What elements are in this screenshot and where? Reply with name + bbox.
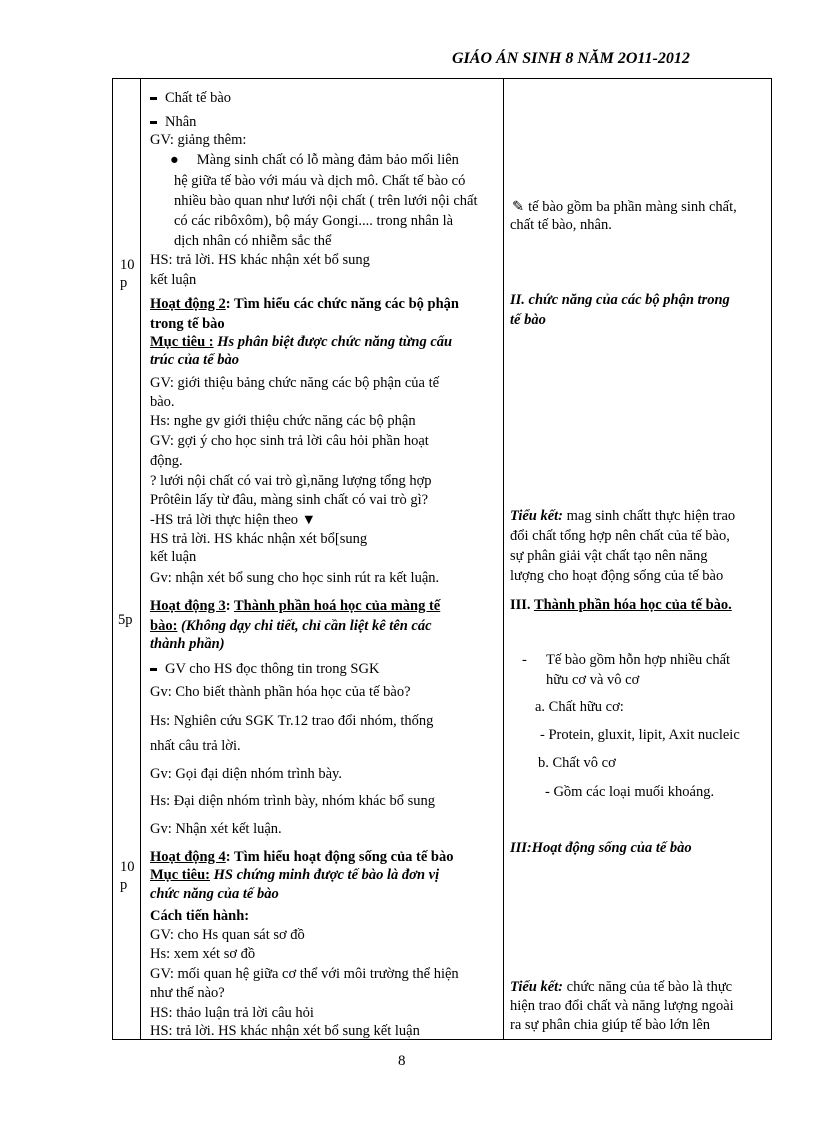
bullet-item: GV cho HS đọc thông tin trong SGK [150,660,379,678]
text-line: Gv: Nhận xét kết luận. [150,821,282,837]
text-line: hữu cơ và vô cơ [546,672,640,688]
activity-heading: Hoạt động 2: Tìm hiểu các chức năng các bộ phận [150,296,459,312]
activity-heading: bào: (Không dạy chi tiết, chỉ cần liệt kê tên các [150,618,432,634]
dash-bullet-icon [150,121,157,124]
activity-heading: trong tế bào [150,316,225,332]
text-line: hệ giữa tế bào với máu và dịch mô. Chất tế bào có [174,173,466,189]
bullet-item: Nhân [150,113,196,131]
text-line: kết luận [150,272,197,288]
text-line: - Protein, gluxit, lipit, Axit nucleic [540,727,740,743]
objective-line: trúc của tế bào [150,352,240,368]
bullet-item: ● Màng sinh chất có lỗ màng đảm bảo mối liên [170,152,459,168]
text-line: Hs: Đại diện nhóm trình bày, nhóm khác bổ sung [150,793,435,809]
bullet-item: Chất tế bào [150,89,231,107]
text-line: dịch nhân có nhiễm sắc thể [174,233,332,249]
hand-pointer-icon: ✎ [512,199,525,215]
text-line: kết luận [150,549,197,565]
text-line: như thế nào? [150,985,225,1001]
text-line: chất tế bào, nhân. [510,217,612,233]
objective-line: chức năng của tế bào [150,886,279,902]
text-line: HS: thảo luận trả lời câu hỏi [150,1005,314,1021]
text-line: Hs: Nghiên cứu SGK Tr.12 trao đổi nhóm, thống [150,713,434,729]
time-label: 5p [118,612,133,628]
text-line: Hs: nghe gv giới thiệu chức năng các bộ phận [150,413,416,429]
text-line: Tế bào gồm hỗn hợp nhiều chất [546,652,731,668]
text-line: Prôtêin lấy từ đâu, màng sinh chất có vai trò gì? [150,492,429,508]
text-line: Hs: xem xét sơ đồ [150,946,256,962]
text-line: GV: mối quan hệ giữa cơ thể với môi trường thể hiện [150,966,459,982]
text-line: GV: giới thiệu bảng chức năng các bộ phận của tế [150,375,440,391]
section-heading: III. Thành phần hóa học của tế bào. [510,597,732,613]
summary-line: Tiểu kết: mag sinh chấtt thực hiện trao [510,508,736,524]
text-line: Gv: nhận xét bổ sung cho học sinh rút ra kết luận. [150,570,440,586]
text-line: đổi chất tổng hợp nên chất của tế bào, [510,528,730,544]
section-heading: II. chức năng của các bộ phận trong [510,292,730,308]
activity-heading: Hoạt động 3: Thành phần hoá học của màng tế [150,598,441,614]
activity-heading: thành phần) [150,636,225,652]
section-heading: III:Hoạt động sống của tế bào [510,840,692,856]
text-line: HS trả lời. HS khác nhận xét bổ[sung [150,531,368,547]
column-divider [140,79,141,1039]
list-marker: - [522,652,527,668]
text-line: - Gồm các loại muối khoáng. [545,784,715,800]
page-number: 8 [398,1053,406,1069]
column-divider [503,79,504,1039]
text-line: b. Chất vô cơ [538,755,616,771]
section-heading: tế bào [510,312,546,328]
text-line: ra sự phân chia giúp tế bào lớn lên [510,1017,710,1033]
text-line: ✎ tế bào gồm ba phần màng sinh chất, [512,199,737,215]
text-line: GV: cho Hs quan sát sơ đồ [150,927,305,943]
text-line: ? lưới nội chất có vai trò gì,năng lượng tổng hợp [150,473,432,489]
time-label: p [120,877,128,893]
time-label: 10 [120,257,135,273]
text-line: lượng cho hoạt động sống của tế bào [510,568,724,584]
objective-line: Mục tiêu : Hs phân biệt được chức năng từng cấu [150,334,453,350]
objective-line: Mục tiêu: HS chứng minh được tế bào là đơn vị [150,867,440,883]
dot-bullet-icon: ● [170,152,179,168]
text-line: Gv: Cho biết thành phần hóa học của tế bào? [150,684,411,700]
text-line: -HS trả lời thực hiện theo ▼ [150,512,316,528]
text-line: sự phân giải vật chất tạo nên năng [510,548,708,564]
text-line: bào. [150,394,175,410]
text-line: GV: gợi ý cho học sinh trả lời câu hỏi phần hoạt [150,433,429,449]
method-heading: Cách tiến hành: [150,908,250,924]
text-line: nhiều bào quan như lưới nội chất ( trên lưới nội chất [174,193,478,209]
text-line: a. Chất hữu cơ: [535,699,624,715]
time-label: 10 [120,859,135,875]
dash-bullet-icon [150,97,157,100]
time-label: p [120,275,128,291]
text-line: HS: trả lời. HS khác nhận xét bổ sung [150,252,370,268]
summary-line: Tiểu kết: chức năng của tế bào là thực [510,979,733,995]
text-line: nhất câu trả lời. [150,738,241,754]
document-header: GIÁO ÁN SINH 8 NĂM 2O11-2012 [452,50,690,67]
text-line: động. [150,453,183,469]
text-line: HS: trả lời. HS khác nhận xét bổ sung kết luận [150,1023,420,1039]
text-line: hiện trao đổi chất và năng lượng ngoài [510,998,734,1014]
text-line: Gv: Gọi đại diện nhóm trình bày. [150,766,342,782]
text-line: GV: giảng thêm: [150,132,247,148]
dash-bullet-icon [150,668,157,671]
activity-heading: Hoạt động 4: Tìm hiểu hoạt động sống của tế bào [150,849,454,865]
text-line: có các ribôxôm), bộ máy Gongi.... trong nhân là [174,213,454,229]
